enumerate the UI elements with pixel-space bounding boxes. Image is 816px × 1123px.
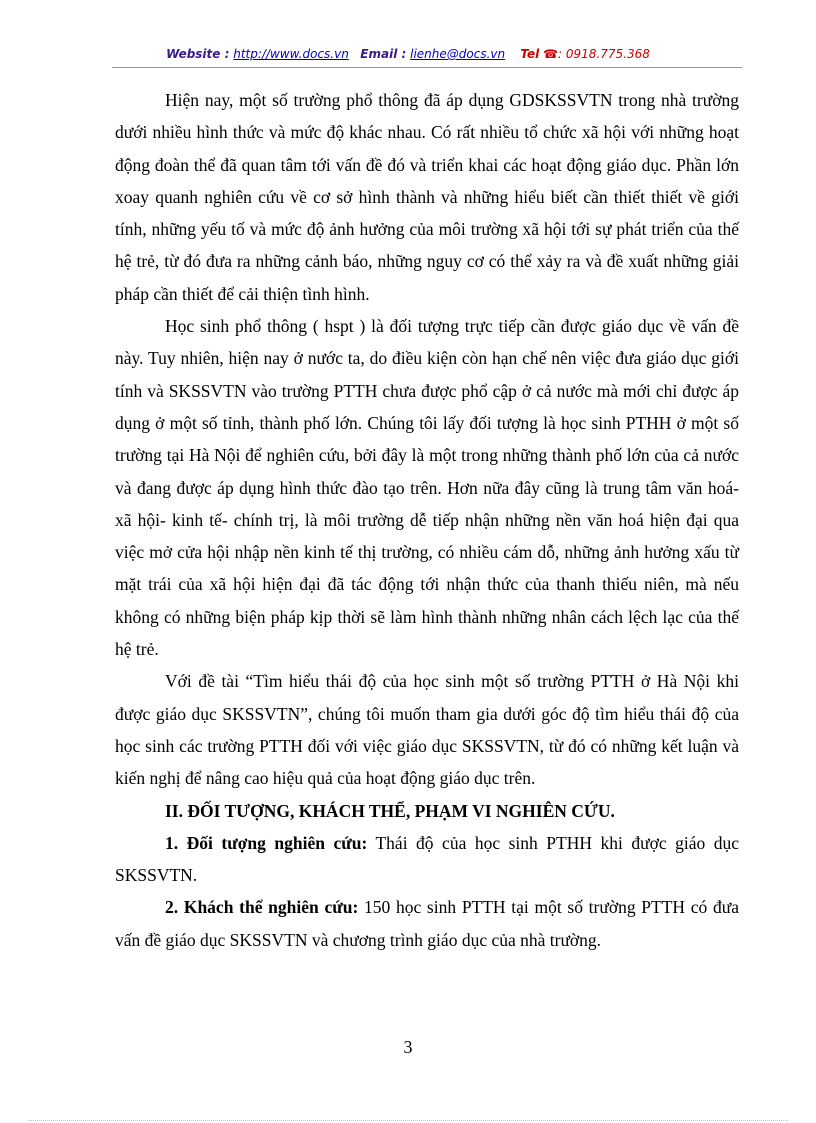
paragraph-3: Với đề tài “Tìm hiểu thái độ của học sinh một số trường PTTH ở Hà Nội khi được giáo dục SKSSVTN”, chúng tôi muốn tham gia dưới góc độ tìm hiểu thái độ của học sinh các trường PTTH đối với việc giáo dục SKSSVTN, từ đó có những kết luận và kiến nghị để nâng cao hiệu quả của hoạt động giáo dục trên. [115, 671, 739, 789]
phone-icon: ☎ [543, 47, 559, 61]
email-label: Email : [360, 47, 407, 61]
paragraph-research-subject [115, 891, 739, 956]
tel-label: Tel [520, 47, 540, 61]
header-divider [112, 67, 742, 68]
page-bottom-divider [28, 1120, 788, 1121]
paragraph-1: Hiện nay, một số trường phổ thông đã áp dụng GDSKSSVTN trong nhà trường dưới nhiều hình thức và mức độ khác nhau. Có rất nhiều tổ chức xã hội với những hoạt động đoàn thể đã quan tâm tới vấn đề đó và triển khai các hoạt động giáo dục. Phần lớn xoay quanh nghiên cứu về cơ sở hình thành và những hiểu biết cần thiết thiết về giới tính, những yếu tố và mức độ ảnh hưởng của môi trường xã hội tới sự phát triển của thế hệ trẻ, từ đó đưa ra những cảnh báo, những nguy cơ có thể xảy ra và đề xuất những giải pháp cần thiết để cải thiện tình hình. [115, 90, 739, 304]
document-body [115, 84, 739, 956]
research-subject-text: 150 học sinh PTTH tại một số trường PTTH có đưa vấn đề giáo dục SKSSVTN và chương trình giáo dục của nhà trường. [115, 897, 739, 950]
phone-number: : 0918.775.368 [558, 47, 650, 61]
research-object-label: 1. Đối tượng nghiên cứu: [165, 832, 368, 853]
page-header [0, 47, 816, 61]
research-subject-label: 2. Khách thể nghiên cứu: [165, 897, 359, 918]
paragraph-research-object [115, 827, 739, 892]
paragraph-2: Học sinh phổ thông ( hspt ) là đối tượng trực tiếp cần được giáo dục về vấn đề này. Tuy nhiên, hiện nay ở nước ta, do điều kiện còn hạn chế nên việc đưa giáo dục giới tính và SKSSVTN vào trường PTTH chưa được phổ cập ở cả nước mà mới chỉ được áp dụng ở một số tỉnh, thành phố lớn. Chúng tôi lấy đối tượng là học sinh PTHH ở một số trường tại Hà Nội để nghiên cứu, bởi đây là một trong những thành phố lớn của cả nước và đang được áp dụng hình thức đào tạo trên. Hơn nữa đây cũng là trung tâm văn hoá- xã hội- kinh tế- chính trị, là môi trường dễ tiếp nhận những nền văn hoá hiện đại qua việc mở cửa hội nhập nền kinh tế thị trường, có nhiều cám dỗ, những ảnh hưởng xấu từ mặt trái của xã hội hiện đại đã tác động tới nhận thức của thanh thiếu niên, mà nếu không có những biện pháp kịp thời sẽ làm hình thành những nhân cách lệch lạc của thế hệ trẻ. [115, 316, 739, 660]
section-heading: II. ĐỐI TƯỢNG, KHÁCH THỂ, PHẠM VI NGHIÊN CỨU. [165, 800, 615, 821]
email-link[interactable]: lienhe@docs.vn [410, 47, 506, 61]
website-label: Website : [166, 47, 230, 61]
website-link[interactable]: http://www.docs.vn [233, 47, 349, 61]
page-number: 3 [403, 1037, 413, 1057]
research-object-text: Thái độ của học sinh PTHH khi được giáo dục SKSSVTN. [115, 832, 739, 886]
